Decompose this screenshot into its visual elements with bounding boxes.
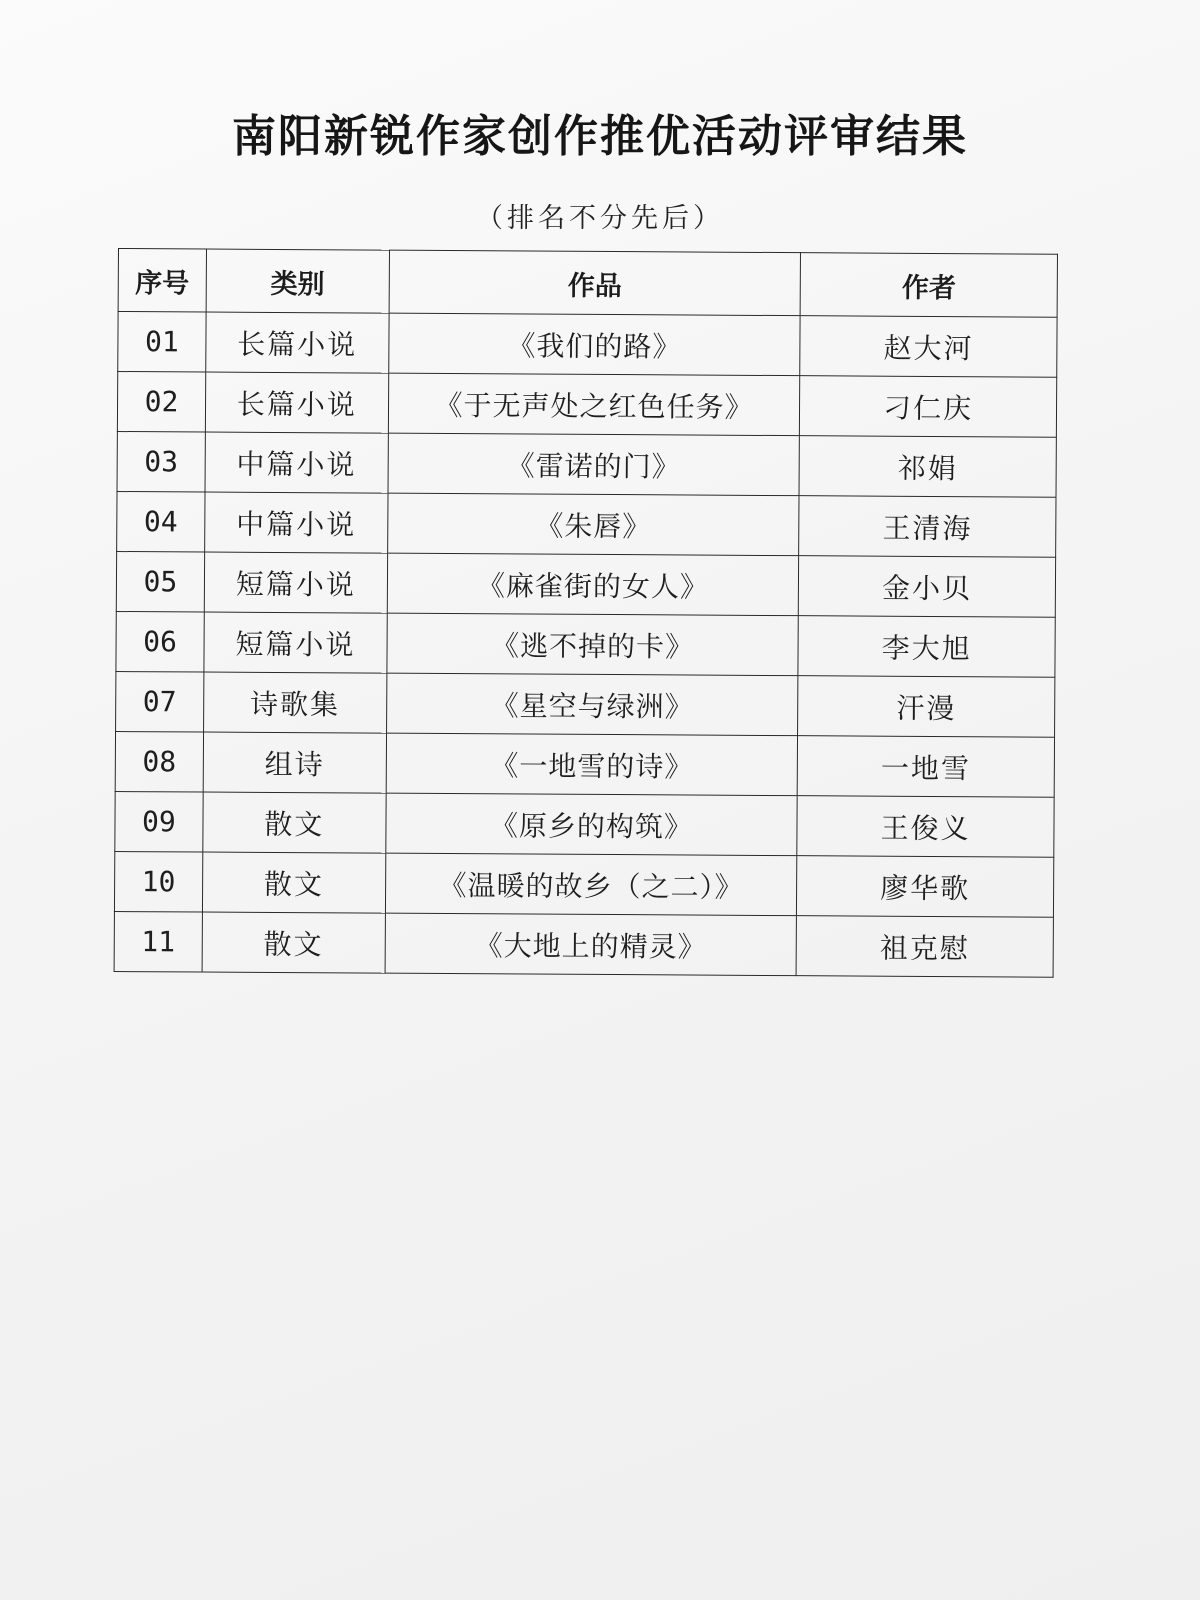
cell-category: 短篇小说 — [204, 552, 387, 613]
table-row — [115, 731, 1054, 797]
cell-category: 散文 — [203, 792, 386, 853]
cell-author: 赵大河 — [800, 316, 1057, 378]
cell-category: 散文 — [202, 852, 385, 913]
cell-category: 诗歌集 — [203, 672, 386, 733]
cell-work: 《一地雪的诗》 — [386, 733, 798, 796]
cell-author: 刁仁庆 — [800, 376, 1057, 438]
results-table — [114, 248, 1058, 978]
cell-work: 《我们的路》 — [388, 313, 800, 376]
cell-category: 中篇小说 — [205, 432, 388, 493]
cell-category: 长篇小说 — [205, 372, 388, 433]
cell-author: 王清海 — [799, 496, 1056, 558]
table-header-row — [118, 249, 1057, 318]
cell-number: 10 — [114, 851, 202, 912]
cell-number: 11 — [114, 911, 202, 972]
header-author: 作者 — [800, 253, 1057, 318]
cell-category: 组诗 — [203, 732, 386, 793]
cell-work: 《温暖的故乡（之二）》 — [385, 853, 797, 916]
cell-work: 《原乡的构筑》 — [386, 793, 798, 856]
table-row — [115, 791, 1054, 857]
cell-author: 廖华歌 — [797, 856, 1054, 918]
table-row — [114, 851, 1053, 917]
cell-category: 长篇小说 — [206, 312, 389, 373]
cell-work: 《麻雀街的女人》 — [387, 553, 799, 616]
cell-work: 《大地上的精灵》 — [385, 913, 797, 976]
cell-author: 金小贝 — [799, 556, 1056, 618]
cell-author: 祁娟 — [799, 436, 1056, 498]
cell-number: 05 — [116, 551, 204, 612]
table-row — [116, 551, 1055, 617]
cell-author: 汗漫 — [798, 676, 1055, 738]
cell-number: 03 — [117, 431, 205, 492]
header-number: 序号 — [118, 249, 206, 313]
cell-number: 09 — [115, 791, 203, 852]
table-row — [116, 611, 1055, 677]
cell-category: 中篇小说 — [205, 492, 388, 553]
document-subtitle: （排名不分先后） — [476, 203, 724, 234]
cell-author: 王俊义 — [797, 796, 1054, 858]
table-row — [117, 372, 1056, 438]
cell-number: 07 — [116, 671, 204, 732]
table-row — [116, 671, 1055, 737]
cell-number: 08 — [115, 731, 203, 792]
cell-number: 02 — [117, 372, 205, 433]
cell-category: 散文 — [202, 912, 385, 973]
table-row — [118, 312, 1057, 378]
cell-number: 01 — [118, 312, 206, 373]
cell-work: 《星空与绿洲》 — [386, 673, 798, 736]
document-title: 南阳新锐作家创作推优活动评审结果 — [232, 111, 968, 162]
header-category: 类别 — [206, 249, 389, 313]
cell-author: 一地雪 — [797, 736, 1054, 798]
cell-author: 祖克慰 — [796, 916, 1053, 978]
header-work: 作品 — [389, 250, 801, 316]
cell-number: 06 — [116, 611, 204, 672]
table-row — [114, 911, 1053, 977]
cell-author: 李大旭 — [798, 616, 1055, 678]
table-row — [117, 491, 1056, 557]
cell-work: 《雷诺的门》 — [388, 433, 800, 496]
cell-work: 《逃不掉的卡》 — [387, 613, 799, 676]
cell-work: 《朱唇》 — [387, 493, 799, 556]
cell-category: 短篇小说 — [204, 612, 387, 673]
table-row — [117, 431, 1056, 497]
cell-number: 04 — [117, 491, 205, 552]
cell-work: 《于无声处之红色任务》 — [388, 373, 800, 436]
